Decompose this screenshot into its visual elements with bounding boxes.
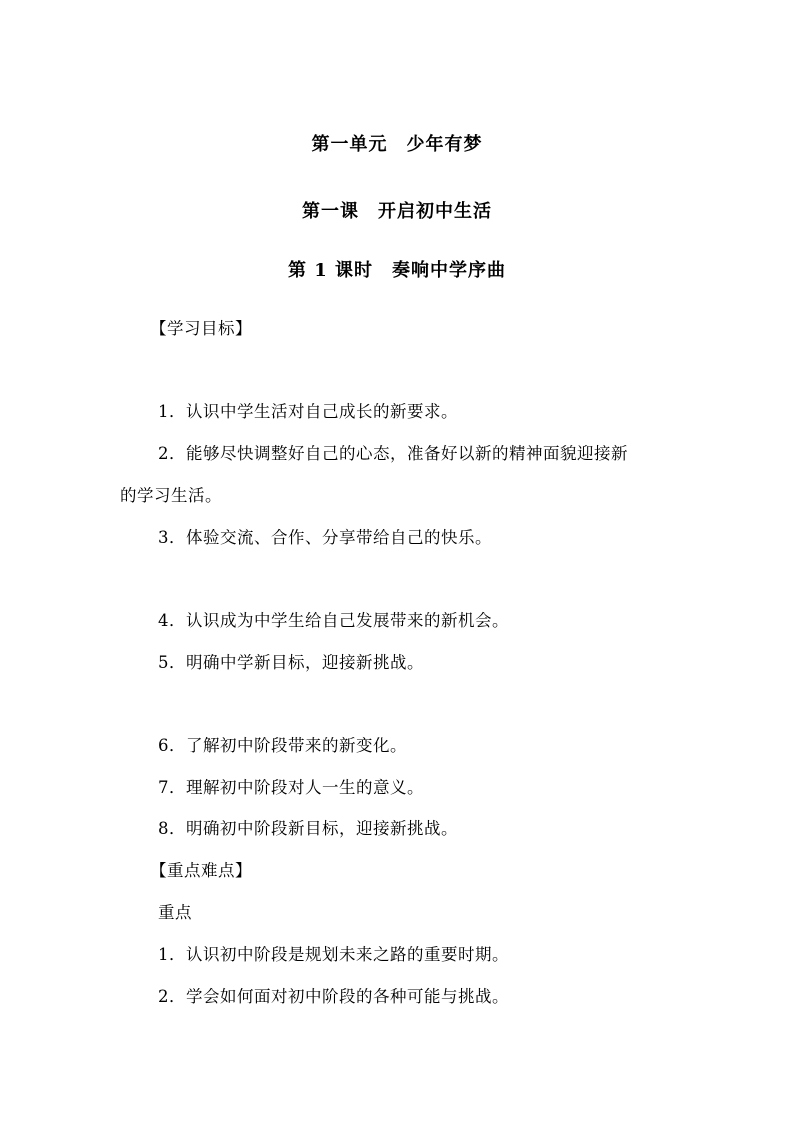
objectives-heading: 【学习目标】 bbox=[150, 319, 252, 338]
objective-item: 2．能够尽快调整好自己的心态，准备好以新的精神面貌迎接新 bbox=[158, 444, 628, 463]
objective-item: 6．了解初中阶段带来的新变化。 bbox=[158, 736, 407, 755]
objective-item: 7．理解初中阶段对人一生的意义。 bbox=[158, 778, 424, 797]
objective-item: 8．明确初中阶段新目标，迎接新挑战。 bbox=[158, 819, 458, 838]
objective-item: 4．认识成为中学生给自己发展带来的新机会。 bbox=[158, 611, 509, 630]
unit-title: 第一单元 少年有梦 bbox=[311, 134, 483, 155]
keypoint-item: 2．学会如何面对初中阶段的各种可能与挑战。 bbox=[158, 987, 509, 1006]
keypoints-heading: 【重点难点】 bbox=[150, 861, 252, 880]
objective-item-continuation: 的学习生活。 bbox=[120, 486, 222, 505]
objective-item: 1．认识中学生活对自己成长的新要求。 bbox=[158, 402, 458, 421]
keypoints-subheading: 重点 bbox=[158, 903, 192, 922]
session-title: 第 1 课时 奏响中学序曲 bbox=[287, 260, 507, 281]
objective-item: 5．明确中学新目标，迎接新挑战。 bbox=[158, 653, 424, 672]
keypoint-item: 1．认识初中阶段是规划未来之路的重要时期。 bbox=[158, 945, 509, 964]
lesson-title: 第一课 开启初中生活 bbox=[302, 201, 492, 222]
objective-item: 3．体验交流、合作、分享带给自己的快乐。 bbox=[158, 528, 492, 547]
